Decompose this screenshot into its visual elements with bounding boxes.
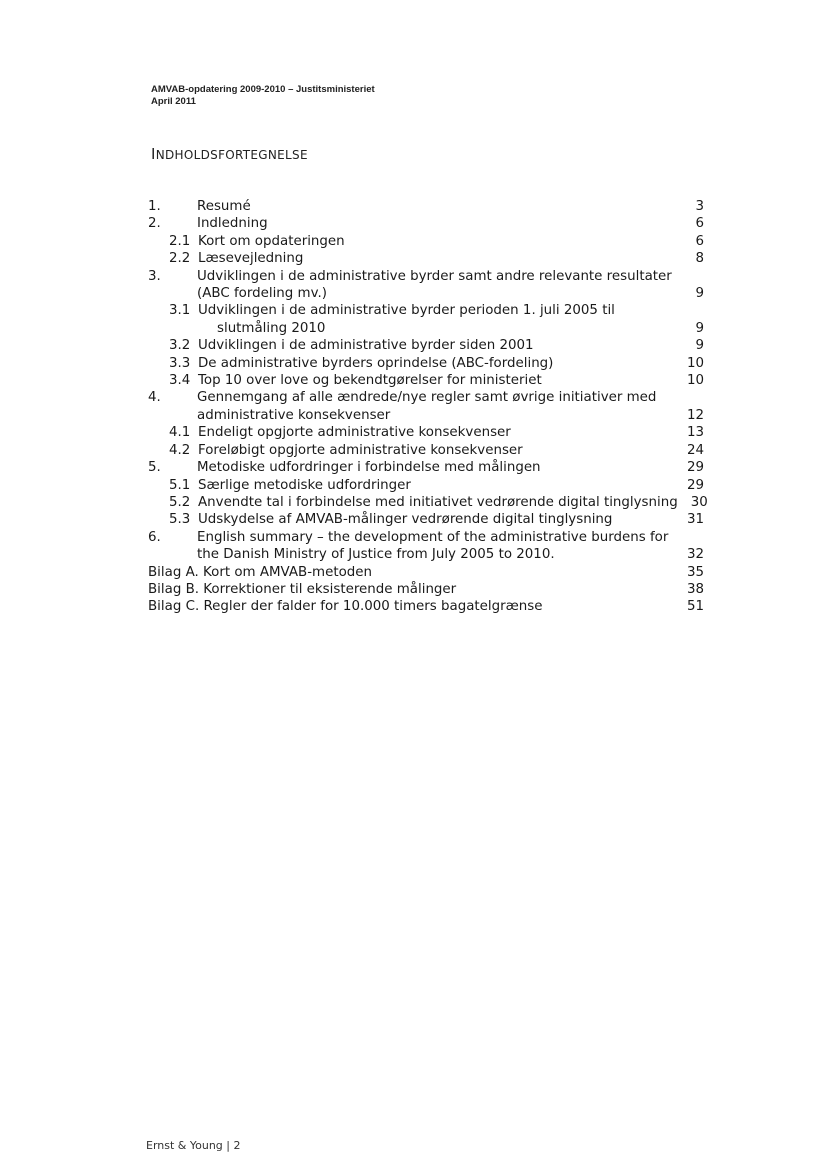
toc-entry-number: 5.3 [169,512,191,528]
toc-entry-title: Bilag A. Kort om AMVAB-metoden [148,564,372,580]
toc-entry-title: Kort om opdateringen [198,233,345,249]
toc-entry-title: Bilag B. Korrektioner til eksisterende målinger [148,581,457,597]
toc-entry[interactable] [148,215,704,232]
toc-entry-page: 38 [686,581,704,597]
page-footer: Ernst & Young | 2 [146,1139,241,1152]
toc-entry[interactable] [148,511,704,528]
toc-entry-page: 12 [686,407,704,423]
toc-entry[interactable] [148,268,704,303]
toc-entry-page: 13 [686,425,704,441]
toc-entry-page: 10 [686,355,704,371]
toc-entry-number: 5.2 [169,494,191,510]
toc-entry-number: 4. [148,390,161,406]
toc-entry-title: Top 10 over love og bekendtgørelser for ministeriet [198,373,542,389]
toc-entry-title: Læsevejledning [198,251,304,267]
toc-entry-appendix[interactable] [148,581,704,598]
toc-entry-page: 3 [695,199,704,214]
toc-entry-number: 3.1 [169,303,191,319]
toc-heading-initial: I [151,145,156,163]
header-date: April 2011 [151,96,196,107]
toc-entry-page: 24 [686,442,704,458]
toc-entry-title-group [197,302,674,337]
toc-entry-number: 5. [148,460,161,476]
toc-entry-number: 3.2 [169,338,191,354]
toc-entry-number: 2. [148,216,161,232]
toc-entry-page: 29 [686,460,704,476]
toc-entry-title: Anvendte tal i forbindelse med initiativet vedrørende digital tinglysning [198,494,678,510]
toc-entry-title: Særlige metodiske udfordringer [198,477,411,493]
toc-entry-title: English summary – the development of the administrative burdens for the Danish Ministry of Justice from July 2005 to 2010. [197,529,669,563]
toc-entry-title: Indledning [197,216,268,232]
header-title: AMVAB-opdatering 2009-2010 – Justitsministeriet [151,84,375,95]
toc-entry-number: 3. [148,268,161,284]
toc-entry-page: 6 [695,233,704,249]
toc-entry[interactable] [148,459,704,476]
toc-entry-number: 3.3 [169,355,191,371]
toc-entry[interactable] [148,389,704,424]
toc-entry-page: 29 [686,477,704,493]
toc-entry-title: Udskydelse af AMVAB-målinger vedrørende digital tinglysning [198,512,613,528]
toc-entry[interactable] [148,233,704,250]
toc-entry-number: 6. [148,529,161,545]
toc-entry[interactable] [148,355,704,372]
toc-entry-number: 2.1 [169,233,191,249]
toc-entry-title: Endeligt opgjorte administrative konsekvenser [198,425,511,441]
toc-entry-title-continued: slutmåling 2010 [217,320,326,336]
toc-entry-appendix[interactable] [148,564,704,581]
toc-entry[interactable] [148,337,704,354]
toc-heading [151,145,308,163]
toc-entry-number: 4.1 [169,425,191,441]
toc-entry[interactable] [148,442,704,459]
table-of-contents [148,198,708,616]
toc-entry-page: 35 [686,564,704,580]
toc-entry-title: Gennemgang af alle ændrede/nye regler samt øvrige initiativer med administrative konsekvenser [197,390,657,423]
toc-entry[interactable] [148,302,704,337]
toc-entry-number: 4.2 [169,442,191,458]
toc-entry-title: Udviklingen i de administrative byrder perioden 1. juli 2005 til [198,303,615,319]
toc-entry-page: 9 [695,320,704,336]
toc-entry[interactable] [148,477,704,494]
document-header [151,84,375,108]
toc-entry[interactable] [148,250,704,267]
toc-entry-number: 3.4 [169,373,191,389]
toc-entry-number: 2.2 [169,251,191,267]
toc-entry-page: 6 [695,216,704,232]
toc-entry-title: Metodiske udfordringer i forbindelse med målingen [197,460,541,476]
toc-entry-number: 1. [148,199,161,214]
toc-entry-page: 10 [686,373,704,389]
toc-entry-title: Foreløbigt opgjorte administrative konsekvenser [198,442,523,458]
toc-entry[interactable] [148,424,704,441]
toc-entry-number: 5.1 [169,477,191,493]
toc-entry-title: Bilag C. Regler der falder for 10.000 timers bagatelgrænse [148,599,543,615]
toc-heading-rest: NDHOLDSFORTEGNELSE [155,148,308,162]
toc-entry[interactable] [148,372,704,389]
toc-entry[interactable] [148,198,704,215]
toc-entry-page: 51 [686,599,704,615]
toc-entry-title: Udviklingen i de administrative byrder samt andre relevante resultater (ABC fordeling mv.) [197,268,672,302]
toc-entry-title: Udviklingen i de administrative byrder siden 2001 [198,338,534,354]
toc-entry-title: De administrative byrders oprindelse (ABC-fordeling) [198,355,554,371]
toc-entry-page: 30 [690,494,708,510]
toc-entry-page: 9 [695,286,704,302]
toc-entry-appendix[interactable] [148,598,704,615]
toc-entry-page: 8 [695,251,704,267]
toc-entry-title: Resumé [197,199,251,214]
toc-entry-page: 31 [686,512,704,528]
toc-entry[interactable] [148,494,708,511]
toc-entry-page: 32 [686,547,704,563]
toc-entry[interactable] [148,529,704,564]
toc-entry-page: 9 [695,338,704,354]
